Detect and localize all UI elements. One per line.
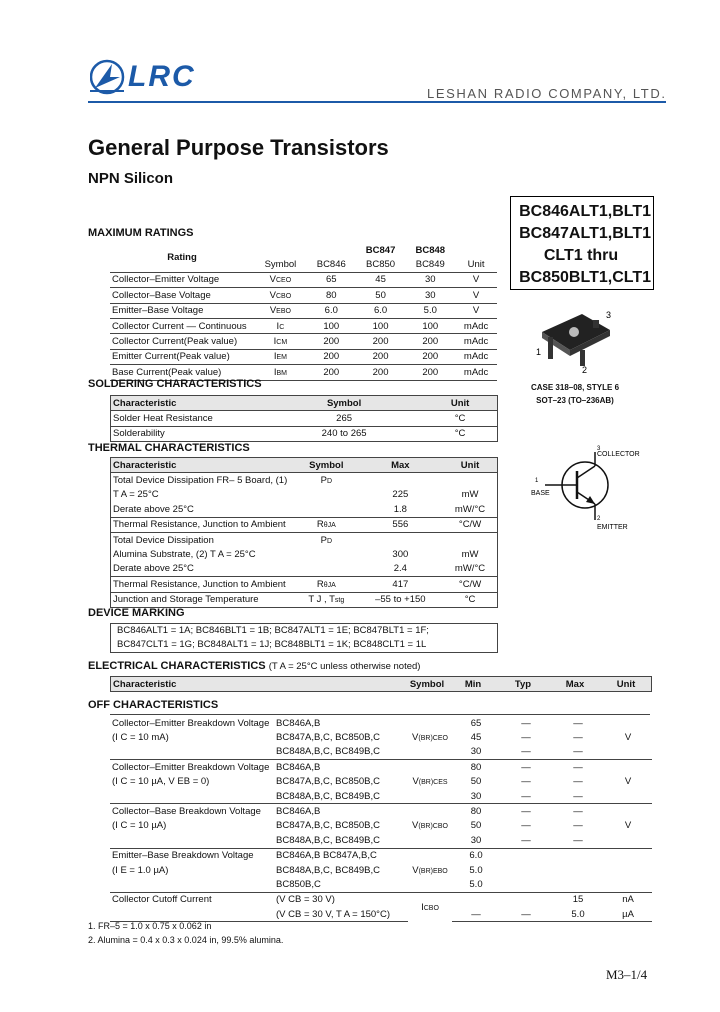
svg-text:1: 1 bbox=[535, 478, 539, 484]
page-number: M3–1/4 bbox=[606, 967, 648, 982]
marking-line-1: BC846ALT1 = 1A; BC846BLT1 = 1B; BC847ALT1 = 1E; BC847BLT1 = 1F; bbox=[117, 625, 429, 636]
table-row: Emitter Current(Peak value) IEM 200 200 200 mAdc bbox=[110, 349, 497, 364]
table-row: BC848A,B,C, BC849B,C 30 — — bbox=[110, 745, 652, 760]
soldering-heading: SOLDERING CHARACTERISTICS bbox=[88, 378, 262, 390]
table-row: Derate above 25°C 2.4 mW/°C bbox=[111, 562, 498, 577]
table-row: BC848A,B,C, BC849B,C 30 — — bbox=[110, 789, 652, 804]
off-characteristics-heading: OFF CHARACTERISTICS bbox=[88, 699, 219, 711]
device-marking-heading: DEVICE MARKING bbox=[88, 607, 185, 619]
table-row: Total Device Dissipation PD bbox=[113, 534, 333, 546]
case-line-1: CASE 318–08, STYLE 6 bbox=[530, 383, 620, 392]
npn-transistor-schematic-icon bbox=[525, 438, 650, 538]
header-divider bbox=[88, 101, 666, 103]
footnote-1: 1. FR–5 = 1.0 x 0.75 x 0.062 in bbox=[88, 921, 212, 931]
part-number-box bbox=[510, 196, 654, 290]
base-label: BASE bbox=[531, 490, 550, 497]
thermal-table: Characteristic Symbol Max Unit Total Device Dissipation FR– 5 Board, (1) PD T A = 25°C 225 mW Derate above 25°C 1.8 mW/°C Thermal Resistance, Junction to Ambient RθJA 556 °C/W Total Device Dissipation PD Alumina Substrate, (2) T A = 25°C 300 mW Derate above 25°C 2.4 mW/°C Thermal Resistance, Junction to Ambient RθJA 417 °C/W Junction and Storage Temperature T J , Tstg –55 to +150 °C bbox=[110, 457, 498, 608]
table-row: Alumina Substrate, (2) T A = 25°C 300 mW bbox=[113, 549, 479, 561]
table-row: Collector Current(Peak value) ICM 200 200 200 mAdc bbox=[110, 334, 497, 349]
table-row: Thermal Resistance, Junction to Ambient RθJA 556 °C/W bbox=[111, 517, 498, 532]
table-row: Collector–Base Voltage VCBO 80 50 30 V bbox=[110, 288, 497, 303]
logo-text: LRC bbox=[128, 60, 196, 93]
off-characteristics-table bbox=[110, 716, 652, 922]
table-row: Solderability 240 to 265 °C bbox=[113, 428, 466, 440]
table-row: Junction and Storage Temperature T J , Tstg –55 to +150 °C bbox=[113, 594, 476, 606]
marking-line-2: BC847CLT1 = 1G; BC848ALT1 = 1J; BC848BLT1 = 1K; BC848CLT1 = 1L bbox=[117, 639, 427, 650]
table-row: Emitter–Base Breakdown Voltage BC846A,B BC847A,B,C 6.0 bbox=[112, 850, 483, 862]
page-subtitle: NPN Silicon bbox=[88, 170, 174, 187]
footnote-2: 2. Alumina = 0.4 x 0.3 x 0.024 in, 99.5% alumina. bbox=[88, 935, 284, 945]
table-row: (I C = 10 µA, V EB = 0) BC847A,B,C, BC850B,C V(BR)CES 50 — — V bbox=[112, 776, 632, 788]
table-row: (I C = 10 mA) BC847A,B,C, BC850B,C V(BR)CEO 45 — — V bbox=[112, 732, 632, 744]
table-row: Thermal Resistance, Junction to Ambient RθJA 417 °C/W bbox=[111, 577, 498, 592]
table-row: Collector Cutoff Current (V CB = 30 V) ICBO 15 nA bbox=[112, 894, 634, 913]
svg-text:2: 2 bbox=[597, 516, 601, 522]
page-title: General Purpose Transistors bbox=[88, 135, 389, 160]
device-marking-box bbox=[110, 623, 498, 653]
part-number-4: BC850BLT1,CLT1 bbox=[519, 269, 651, 286]
table-row: Base Current(Peak value) IBM 200 200 200 mAdc bbox=[110, 365, 497, 380]
table-row: Total Device Dissipation FR– 5 Board, (1) PD bbox=[113, 475, 333, 487]
table-row: (I C = 10 µA) BC847A,B,C, BC850B,C V(BR)CBO 50 — — V bbox=[112, 820, 632, 832]
pin1-label: 1 bbox=[536, 347, 542, 357]
table-row: Collector Current — Continuous IC 100 100 100 mAdc bbox=[110, 318, 497, 333]
part-number-2: BC847ALT1,BLT1 bbox=[519, 225, 651, 242]
table-row: (I E = 1.0 µA) BC848A,B,C, BC849B,C V(BR)EBO 5.0 bbox=[112, 864, 483, 876]
table-row: Collector–Emitter Breakdown Voltage BC846A,B 80 — — bbox=[112, 761, 583, 773]
table-row: Emitter–Base Voltage VEBO 6.0 6.0 5.0 V bbox=[110, 303, 497, 318]
table-row: Collector–Emitter Breakdown Voltage BC846A,B 65 — — bbox=[112, 717, 583, 729]
soldering-table: Characteristic Symbol Unit Solder Heat Resistance 265 °C Solderability 240 to 265 °C bbox=[110, 395, 498, 442]
pin2-label: 2 bbox=[582, 365, 588, 374]
table-row: T A = 25°C 225 mW bbox=[113, 489, 479, 501]
company-name: LESHAN RADIO COMPANY, LTD. bbox=[427, 86, 667, 101]
sot23-package-icon bbox=[530, 300, 630, 374]
table-row: Derate above 25°C 1.8 mW/°C bbox=[111, 502, 498, 517]
thermal-heading: THERMAL CHARACTERISTICS bbox=[88, 442, 250, 454]
table-row: (V CB = 30 V, T A = 150°C) — — 5.0 µA bbox=[110, 907, 652, 922]
max-ratings-heading: MAXIMUM RATINGS bbox=[88, 227, 194, 239]
table-row: Collector–Base Breakdown Voltage BC846A,B 80 — — bbox=[112, 806, 583, 818]
table-row: Solder Heat Resistance 265 °C bbox=[111, 411, 498, 426]
part-number-1: BC846ALT1,BLT1 bbox=[519, 203, 651, 220]
table-row: BC848A,B,C, BC849B,C 30 — — bbox=[110, 833, 652, 848]
case-line-2: SOT–23 (TO–236AB) bbox=[536, 396, 614, 405]
electrical-heading: ELECTRICAL CHARACTERISTICS (T A = 25°C unless otherwise noted) bbox=[88, 660, 421, 672]
collector-label: COLLECTOR bbox=[597, 451, 640, 458]
table-row: BC850B,C 5.0 bbox=[110, 877, 652, 892]
col-rating: Rating bbox=[110, 243, 254, 272]
svg-text:3: 3 bbox=[597, 446, 601, 452]
table-row: Collector–Emitter Voltage VCEO 65 45 30 V bbox=[110, 272, 497, 287]
pin3-label: 3 bbox=[606, 310, 612, 320]
electrical-header-table: Characteristic Symbol Min Typ Max Unit bbox=[110, 676, 652, 692]
col-symbol: Symbol bbox=[254, 257, 307, 272]
package-caption bbox=[505, 381, 645, 407]
max-ratings-table: Rating BC847 BC848 Symbol BC846 BC850 BC849 Unit Collector–Emitter Voltage VCEO 65 45 30 V Collector–Base Voltage VCBO 80 50 30 V Emitter–Base Voltage VEBO 6.0 6.0 5.0 V Collector Current — Continuous IC 100 100 100 mAdc Collector Current(Peak value) ICM 200 200 200 mAdc Emitter Current(Peak value) IEM 200 200 200 mAdc Base Current(Peak value) IBM 200 200 200 mAdc bbox=[110, 243, 497, 381]
emitter-label: EMITTER bbox=[597, 524, 628, 531]
part-number-3: CLT1 thru bbox=[543, 247, 619, 264]
